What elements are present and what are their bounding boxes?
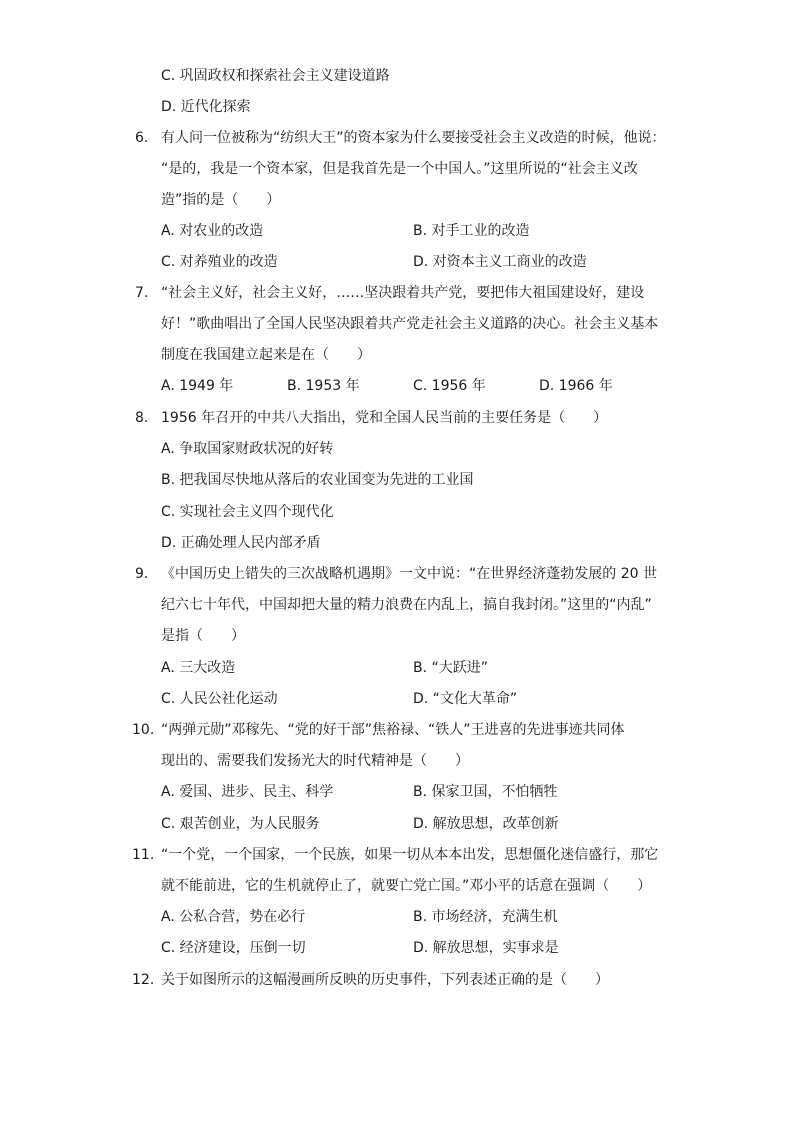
q9-option-b: B. “大跃进” xyxy=(413,660,489,676)
q10-number: 10. xyxy=(132,722,155,738)
q9-option-c: C. 人民公社化运动 xyxy=(161,691,278,707)
q8-option-b: B. 把我国尽快地从落后的农业国变为先进的工业国 xyxy=(161,472,474,488)
q8-option-a: A. 争取国家财政状况的好转 xyxy=(161,441,334,457)
q9-option-a: A. 三大改造 xyxy=(161,660,236,676)
q11-stem-line-2: 就不能前进，它的生机就停止了，就要亡党亡国。”邓小平的话意在强调（ ） xyxy=(161,878,652,894)
q10-option-d: D. 解放思想，改革创新 xyxy=(413,816,559,832)
q10-option-b: B. 保家卫国，不怕牺牲 xyxy=(413,784,558,800)
q7-stem-line-3: 制度在我国建立起来是在（ ） xyxy=(161,347,371,363)
q8-stem-line-1: 1956 年召开的中共八大指出，党和全国人民当前的主要任务是（ ） xyxy=(161,410,608,426)
q10-option-c: C. 艰苦创业，为人民服务 xyxy=(161,816,320,832)
q7-option-a: A. 1949 年 xyxy=(161,378,234,394)
q11-option-d: D. 解放思想，实事求是 xyxy=(413,940,559,956)
q6-stem-line-3: 造”指的是（ ） xyxy=(161,192,281,208)
q6-stem-line-2: “是的，我是一个资本家，但是我首先是一个中国人。”这里所说的“社会主义改 xyxy=(161,161,638,177)
q8-option-d: D. 正确处理人民内部矛盾 xyxy=(161,535,321,551)
q9-number: 9. xyxy=(135,566,149,582)
q9-stem-line-3: 是指（ ） xyxy=(161,628,245,644)
q6-option-b: B. 对手工业的改造 xyxy=(413,223,530,239)
q10-stem-line-1: “两弹元勋”邓稼先、“党的好干部”焦裕禄、“铁人”王进喜的先进事迹共同体 xyxy=(161,722,625,738)
q11-option-a: A. 公私合营，势在必行 xyxy=(161,909,306,925)
q5-option-c: C. 巩固政权和探索社会主义建设道路 xyxy=(161,68,390,84)
q6-number: 6. xyxy=(135,130,149,146)
q9-stem-line-1: 《中国历史上错失的三次战略机遇期》一文中说：“在世界经济蓬勃发展的 20 世 xyxy=(161,566,657,582)
q6-option-a: A. 对农业的改造 xyxy=(161,223,264,239)
q7-option-b: B. 1953 年 xyxy=(287,378,360,394)
q11-stem-line-1: “一个党，一个国家，一个民族，如果一切从本本出发，思想僵化迷信盛行，那它 xyxy=(161,847,659,863)
q9-option-d: D. “文化大革命” xyxy=(413,691,518,707)
q8-number: 8. xyxy=(135,410,149,426)
q6-stem-line-1: 有人问一位被称为“纺织大王”的资本家为什么要接受社会主义改造的时候，他说： xyxy=(161,130,666,146)
q8-option-c: C. 实现社会主义四个现代化 xyxy=(161,504,334,520)
q12-stem-line-1: 关于如图所示的这幅漫画所反映的历史事件，下列表述正确的是（ ） xyxy=(161,972,609,988)
q7-stem-line-1: “社会主义好，社会主义好，……坚决跟着共产党，要把伟大祖国建设好，建设 xyxy=(161,285,645,301)
q7-option-d: D. 1966 年 xyxy=(539,378,613,394)
q10-stem-line-2: 现出的、需要我们发扬光大的时代精神是（ ） xyxy=(161,753,469,769)
q11-option-b: B. 市场经济，充满生机 xyxy=(413,909,558,925)
q11-number: 11. xyxy=(132,847,155,863)
q10-option-a: A. 爱国、进步、民主、科学 xyxy=(161,784,334,800)
q7-number: 7. xyxy=(135,285,149,301)
q5-option-d: D. 近代化探索 xyxy=(161,99,251,115)
q12-number: 12. xyxy=(132,972,155,988)
q7-option-c: C. 1956 年 xyxy=(413,378,486,394)
q6-option-c: C. 对养殖业的改造 xyxy=(161,254,278,270)
q9-stem-line-2: 纪六七十年代，中国却把大量的精力浪费在内乱上，搞自我封闭。”这里的“内乱” xyxy=(161,597,652,613)
q6-option-d: D. 对资本主义工商业的改造 xyxy=(413,254,587,270)
q7-stem-line-2: 好！”歌曲唱出了全国人民坚决跟着共产党走社会主义道路的决心。社会主义基本 xyxy=(161,316,659,332)
q11-option-c: C. 经济建设，压倒一切 xyxy=(161,940,306,956)
